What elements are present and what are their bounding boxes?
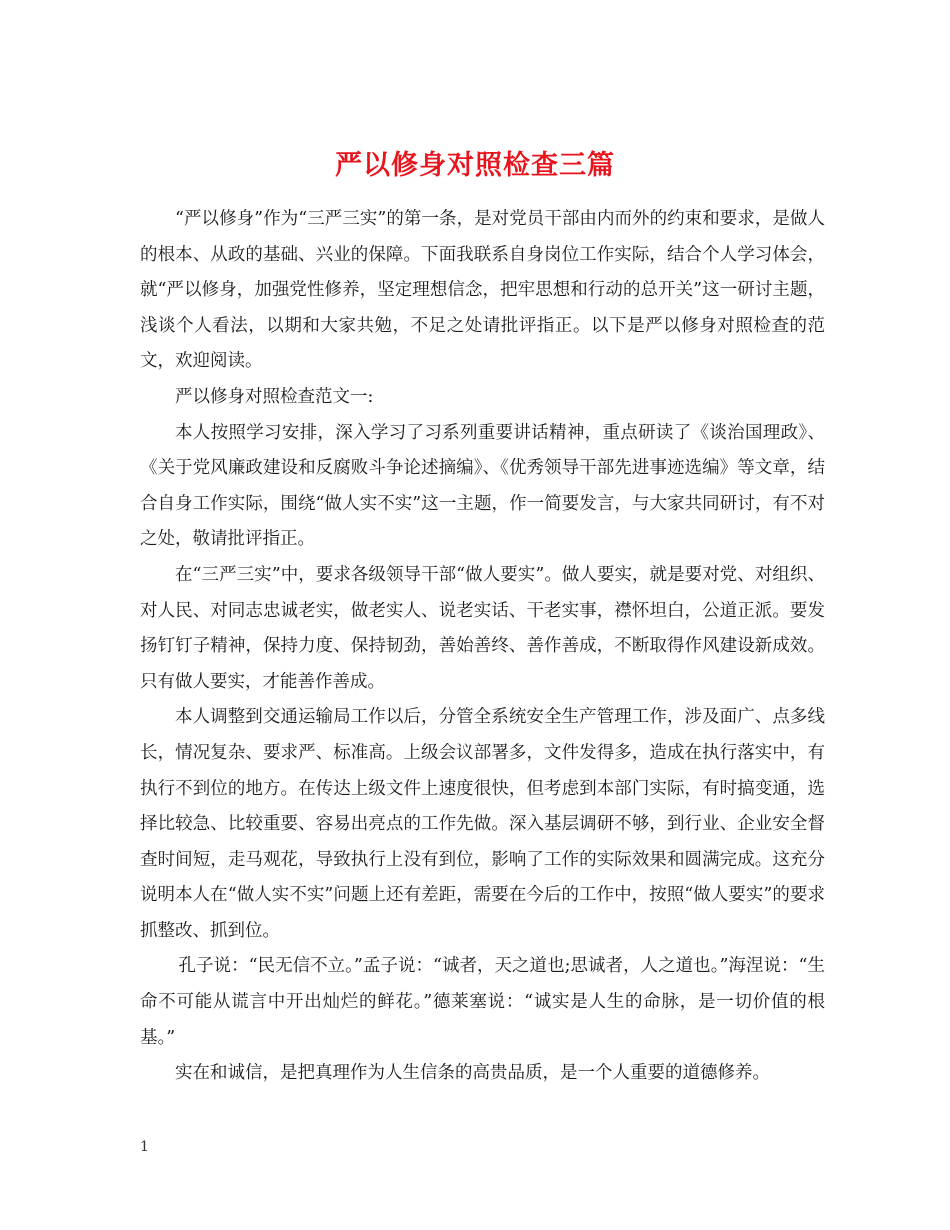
self-review-paragraph: 本人调整到交通运输局工作以后，分管全系统安全生产管理工作，涉及面广、点多线长，情况复杂、要求严、标准高。上级会议部署多，文件发得多，造成在执行落实中，有执行不到位的地方。在传达上级文件上速度很快，但考虑到本部门实际，有时搞变通，选择比较急、比较重要、容易出亮点的工作先做。深入基层调研不够，到行业、企业安全督查时间短，走马观花，导致执行上没有到位，影响了工作的实际效果和圆满完成。这充分说明本人在“做人实不实”问题上还有差距，需要在今后的工作中，按照“做人要实”的要求抓整改、抓到位。 [140,707,825,941]
integrity-paragraph: 实在和诚信，是把真理作为人生信条的高贵品质，是一个人重要的道德修养。 [175,1063,770,1084]
document-body [140,202,825,1092]
study-paragraph: 本人按照学习安排，深入学习了习系列重要讲话精神，重点研读了《谈治国理政》、《关于党风廉政建设和反腐败斗争论述摘编》、《优秀领导干部先进事迹选编》等文章，结合自身工作实际，围绕“做人实不实”这一主题，作一简要发言，与大家共同研讨，有不对之处，敬请批评指正。 [140,422,825,550]
page-number: 1 [140,1139,149,1155]
section-heading: 严以修身对照检查范文一: [175,386,374,407]
intro-paragraph: “严以修身”作为“三严三实”的第一条，是对党员干部由内而外的约束和要求，是做人的根本、从政的基础、兴业的保障。下面我联系自身岗位工作实际，结合个人学习体会，就“严以修身，加强党性修养，坚定理想信念，把牢思想和行动的总开关”这一研讨主题，浅谈个人看法，以期和大家共勉，不足之处请批评指正。以下是严以修身对照检查的范文，欢迎阅读。 [140,209,825,372]
quotes-paragraph: 孔子说：“民无信不立。”孟子说：“诚者，天之道也;思诚者，人之道也。”海涅说：“生命不可能从谎言中开出灿烂的鲜花。”德莱塞说：“诚实是人生的命脉，是一切价值的根基。” [140,956,825,1048]
document-title: 严以修身对照检查三篇 [335,150,615,182]
be-practical-paragraph: 在“三严三实”中，要求各级领导干部“做人要实”。做人要实，就是要对党、对组织、对人民、对同志忠诚老实，做老实人、说老实话、干老实事，襟怀坦白，公道正派。要发扬钉钉子精神，保持力度、保持韧劲，善始善终、善作善成，不断取得作风建设新成效。只有做人要实，才能善作善成。 [140,564,825,692]
